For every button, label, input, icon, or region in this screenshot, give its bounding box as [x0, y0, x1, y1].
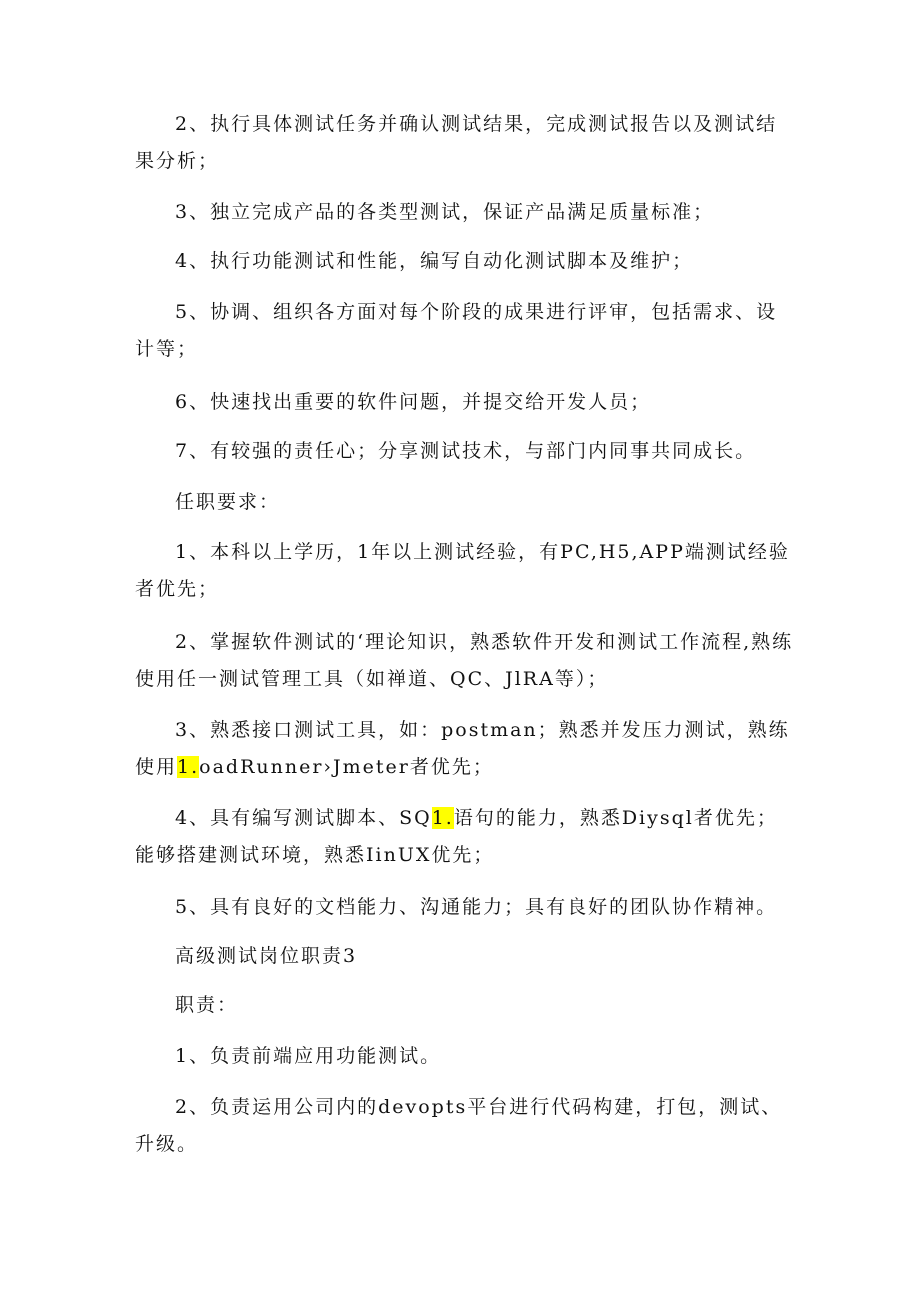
- requirement-item-4: [135, 800, 795, 874]
- requirements-heading: 任职要求：: [175, 491, 281, 513]
- requirement-item-3-text-b: oadRunner›Jmeter者优先；: [199, 756, 494, 778]
- duties-heading: 职责：: [175, 994, 239, 1016]
- requirement-item-1: 1、本科以上学历，1年以上测试经验，有PC,H5,APP端测试经验者优先；: [135, 541, 790, 600]
- requirement-item-3-text-a: 3、熟悉接口测试工具，如：postman；熟悉并发压力测试，熟练使用: [135, 719, 790, 778]
- duty-item-2: 2、执行具体测试任务并确认测试结果，完成测试报告以及测试结果分析；: [135, 113, 778, 172]
- new-duty-item-1: 1、负责前端应用功能测试。: [175, 1045, 442, 1067]
- duty-item-5: 5、协调、组织各方面对每个阶段的成果进行评审，包括需求、设计等；: [135, 301, 778, 360]
- highlight-mark: 1.: [431, 807, 454, 829]
- new-duty-item-2: 2、负责运用公司内的devopts平台进行代码构建，打包，测试、升级。: [135, 1096, 783, 1155]
- requirement-item-3: [135, 712, 795, 786]
- duty-item-3: 3、独立完成产品的各类型测试，保证产品满足质量标准；: [175, 201, 715, 223]
- duty-item-7: 7、有较强的责任心；分享测试技术，与部门内同事共同成长。: [175, 440, 757, 462]
- requirement-item-4-text-b: 语句的能力，熟悉Diysql者优先；能够搭建测试环境，熟悉IinUX优先；: [135, 807, 778, 866]
- requirement-item-5: 5、具有良好的文档能力、沟通能力；具有良好的团队协作精神。: [175, 896, 778, 918]
- highlight-mark: 1.: [177, 756, 200, 778]
- duty-item-4: 4、执行功能测试和性能，编写自动化测试脚本及维护；: [175, 250, 694, 272]
- requirement-item-2: 2、掌握软件测试的‘理论知识，熟悉软件开发和测试工作流程,熟练使用任一测试管理工具（如禅道、QC、JlRA等）；: [135, 631, 794, 690]
- section-title: 高级测试岗位职责3: [175, 945, 358, 967]
- duty-item-6: 6、快速找出重要的软件问题，并提交给开发人员；: [175, 391, 652, 413]
- requirement-item-4-text-a: 4、具有编写测试脚本、SQ: [175, 807, 432, 829]
